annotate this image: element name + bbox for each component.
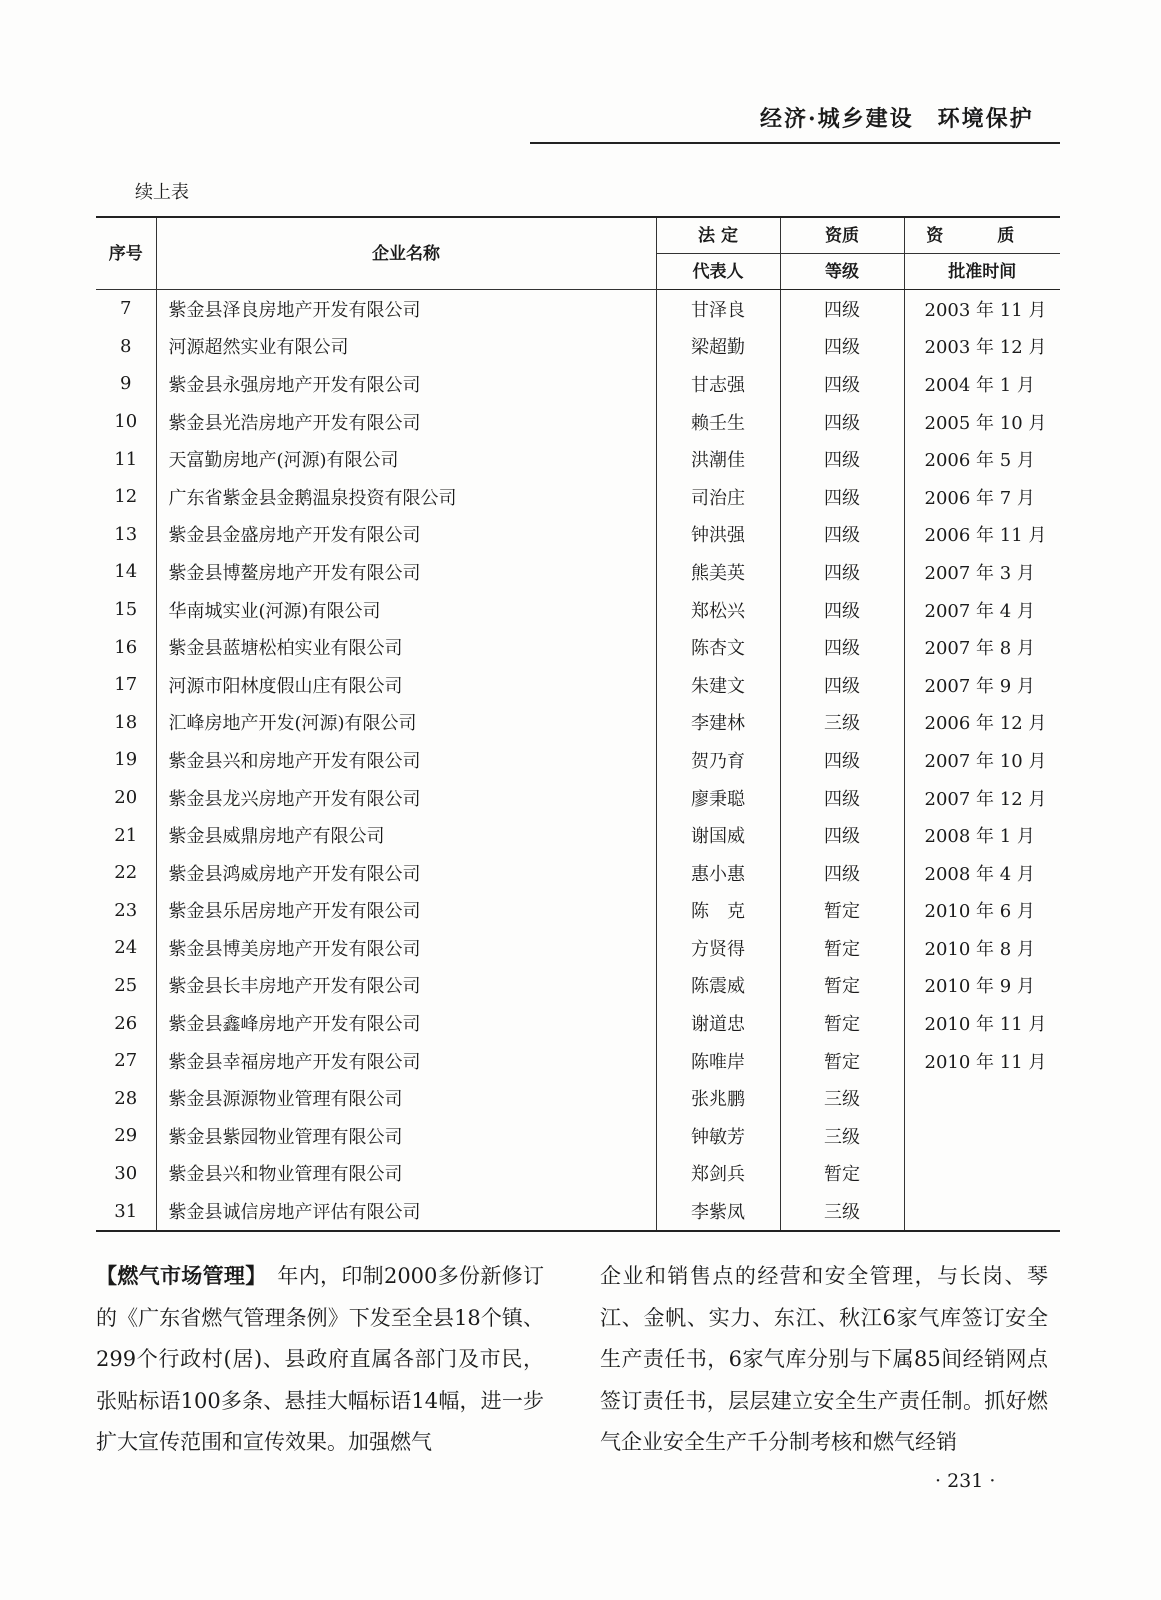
cell-no: 15 bbox=[114, 599, 138, 621]
cell-rep: 郑剑兵 bbox=[656, 1155, 780, 1193]
table-row bbox=[96, 704, 1060, 742]
cell-grade: 四级 bbox=[780, 553, 904, 591]
cell-grade: 四级 bbox=[780, 290, 904, 328]
table-row bbox=[96, 779, 1060, 817]
cell-rep: 陈 克 bbox=[656, 892, 780, 930]
cell-company: 汇峰房地产开发(河源)有限公司 bbox=[156, 704, 656, 742]
cell-no: 31 bbox=[96, 1192, 156, 1231]
cell-date: 2010 年 6 月 bbox=[904, 892, 1060, 930]
cell-rep: 陈震威 bbox=[656, 967, 780, 1005]
cell-no: 9 bbox=[120, 373, 132, 395]
table-row bbox=[96, 1117, 1060, 1155]
cell-rep: 张兆鹏 bbox=[656, 1079, 780, 1117]
cell-date: 2008 年 4 月 bbox=[904, 854, 1060, 892]
table-row bbox=[96, 1155, 1060, 1193]
cell-company: 天富勤房地产(河源)有限公司 bbox=[156, 440, 656, 478]
cell-rep: 陈杏文 bbox=[656, 628, 780, 666]
cell-grade: 四级 bbox=[780, 440, 904, 478]
table-row bbox=[96, 967, 1060, 1005]
cell-rep: 钟洪强 bbox=[656, 516, 780, 554]
cell-grade: 三级 bbox=[780, 1079, 904, 1117]
table-row bbox=[96, 1042, 1060, 1080]
cell-grade: 四级 bbox=[780, 328, 904, 366]
cell-no: 14 bbox=[114, 561, 138, 583]
cell-grade: 四级 bbox=[780, 666, 904, 704]
cell-no: 8 bbox=[120, 335, 132, 357]
cell-company: 紫金县博美房地产开发有限公司 bbox=[156, 929, 656, 967]
cell-date bbox=[904, 1117, 1060, 1155]
cell-rep: 廖秉聪 bbox=[656, 779, 780, 817]
cell-grade: 三级 bbox=[780, 704, 904, 742]
cell-no: 13 bbox=[114, 523, 138, 545]
table-row bbox=[96, 1079, 1060, 1117]
cell-company: 河源市阳林度假山庄有限公司 bbox=[156, 666, 656, 704]
cell-rep: 惠小惠 bbox=[656, 854, 780, 892]
table-row bbox=[96, 403, 1060, 441]
cell-date: 2006 年 5 月 bbox=[904, 440, 1060, 478]
table-row bbox=[96, 741, 1060, 779]
cell-no: 10 bbox=[114, 411, 138, 433]
cell-company: 紫金县鸿威房地产开发有限公司 bbox=[156, 854, 656, 892]
cell-date: 2010 年 11 月 bbox=[904, 1004, 1060, 1042]
cell-company: 紫金县源源物业管理有限公司 bbox=[156, 1079, 656, 1117]
cell-grade: 暂定 bbox=[780, 892, 904, 930]
table-row bbox=[96, 628, 1060, 666]
cell-grade: 暂定 bbox=[780, 1042, 904, 1080]
table-row bbox=[96, 328, 1060, 366]
cell-no: 24 bbox=[114, 937, 138, 959]
cell-rep: 梁超勤 bbox=[656, 328, 780, 366]
cell-company: 紫金县兴和房地产开发有限公司 bbox=[156, 741, 656, 779]
header-no: 序号 bbox=[96, 217, 156, 290]
cell-rep: 甘志强 bbox=[656, 365, 780, 403]
table-row bbox=[96, 290, 1060, 328]
cell-rep: 洪潮佳 bbox=[656, 440, 780, 478]
cell-no: 18 bbox=[114, 711, 138, 733]
cell-date: 2007 年 10 月 bbox=[904, 741, 1060, 779]
cell-date: 2008 年 1 月 bbox=[904, 816, 1060, 854]
cell-company: 河源超然实业有限公司 bbox=[156, 328, 656, 366]
continued-label: 续上表 bbox=[135, 182, 189, 203]
article-title: 【燃气市场管理】 bbox=[96, 1264, 257, 1288]
cell-rep: 朱建文 bbox=[656, 666, 780, 704]
cell-date: 2010 年 8 月 bbox=[904, 929, 1060, 967]
cell-grade: 暂定 bbox=[780, 1155, 904, 1193]
cell-company: 紫金县龙兴房地产开发有限公司 bbox=[156, 779, 656, 817]
cell-company: 紫金县威鼎房地产有限公司 bbox=[156, 816, 656, 854]
cell-no: 29 bbox=[114, 1125, 138, 1147]
cell-grade: 四级 bbox=[780, 516, 904, 554]
table-row bbox=[96, 553, 1060, 591]
cell-company: 华南城实业(河源)有限公司 bbox=[156, 591, 656, 629]
cell-no: 7 bbox=[120, 298, 132, 320]
cell-no: 30 bbox=[114, 1162, 138, 1184]
table-row bbox=[96, 478, 1060, 516]
table-header bbox=[96, 217, 1060, 290]
cell-company: 紫金县鑫峰房地产开发有限公司 bbox=[156, 1004, 656, 1042]
cell-date: 2007 年 3 月 bbox=[904, 553, 1060, 591]
table-row bbox=[96, 440, 1060, 478]
cell-no: 19 bbox=[114, 749, 138, 771]
cell-date: 2006 年 11 月 bbox=[904, 516, 1060, 554]
cell-grade: 暂定 bbox=[780, 929, 904, 967]
cell-company: 紫金县乐居房地产开发有限公司 bbox=[156, 892, 656, 930]
table-row bbox=[96, 591, 1060, 629]
table-row bbox=[96, 1192, 1060, 1231]
header-time-line2: 批准时间 bbox=[904, 254, 1060, 290]
table-row bbox=[96, 1004, 1060, 1042]
cell-date: 2007 年 8 月 bbox=[904, 628, 1060, 666]
cell-date: 2003 年 11 月 bbox=[904, 290, 1060, 328]
cell-company: 紫金县长丰房地产开发有限公司 bbox=[156, 967, 656, 1005]
cell-rep: 李建林 bbox=[656, 704, 780, 742]
cell-date: 2007 年 12 月 bbox=[904, 779, 1060, 817]
header-rep-line2: 代表人 bbox=[656, 254, 780, 290]
cell-no: 22 bbox=[114, 862, 138, 884]
cell-rep: 贺乃育 bbox=[656, 741, 780, 779]
cell-company: 紫金县博鳌房地产开发有限公司 bbox=[156, 553, 656, 591]
cell-rep: 司治庄 bbox=[656, 478, 780, 516]
cell-grade: 四级 bbox=[780, 854, 904, 892]
cell-rep: 陈唯岸 bbox=[656, 1042, 780, 1080]
header-rep-line1: 法 定 bbox=[656, 217, 780, 254]
cell-date: 2004 年 1 月 bbox=[904, 365, 1060, 403]
cell-rep: 郑松兴 bbox=[656, 591, 780, 629]
table-body bbox=[96, 290, 1060, 1231]
cell-date: 2003 年 12 月 bbox=[904, 328, 1060, 366]
table-row bbox=[96, 666, 1060, 704]
cell-grade: 四级 bbox=[780, 478, 904, 516]
cell-grade: 四级 bbox=[780, 816, 904, 854]
cell-rep: 甘泽良 bbox=[656, 290, 780, 328]
header-time-line1: 资 质 bbox=[904, 217, 1060, 254]
cell-company: 紫金县永强房地产开发有限公司 bbox=[156, 365, 656, 403]
cell-company: 紫金县兴和物业管理有限公司 bbox=[156, 1155, 656, 1193]
cell-date bbox=[904, 1079, 1060, 1117]
cell-grade: 三级 bbox=[780, 1192, 904, 1231]
article-left-text: 年内，印制2000多份新修订的《广东省燃气管理条例》下发至全县18个镇、299个行政村(居)、县政府直属各部门及市民，张贴标语100多条、悬挂大幅标语14幅，进一步扩大宣传范围和宣传效果。加强燃气 bbox=[96, 1264, 545, 1454]
table-row bbox=[96, 854, 1060, 892]
header-company: 企业名称 bbox=[156, 217, 656, 290]
cell-grade: 暂定 bbox=[780, 967, 904, 1005]
cell-company: 广东省紫金县金鹅温泉投资有限公司 bbox=[156, 478, 656, 516]
cell-grade: 四级 bbox=[780, 741, 904, 779]
cell-grade: 四级 bbox=[780, 591, 904, 629]
cell-date: 2005 年 10 月 bbox=[904, 403, 1060, 441]
article-right-text: 企业和销售点的经营和安全管理，与长岗、琴江、金帆、实力、东江、秋江6家气库签订安全生产责任书，6家气库分别与下属85间经销网点签订责任书，层层建立安全生产责任制。抓好燃气企业安全生产千分制考核和燃气经销 bbox=[600, 1264, 1048, 1454]
cell-no: 28 bbox=[114, 1087, 138, 1109]
table-row bbox=[96, 816, 1060, 854]
cell-company: 紫金县蓝塘松柏实业有限公司 bbox=[156, 628, 656, 666]
header-rule bbox=[530, 142, 1060, 144]
header-grade-line2: 等级 bbox=[780, 254, 904, 290]
cell-date: 2007 年 9 月 bbox=[904, 666, 1060, 704]
table-row bbox=[96, 892, 1060, 930]
cell-date: 2007 年 4 月 bbox=[904, 591, 1060, 629]
cell-date bbox=[904, 1192, 1060, 1231]
page-number: · 231 · bbox=[935, 1470, 996, 1492]
enterprise-qualification-table bbox=[96, 216, 1060, 1232]
cell-rep: 钟敏芳 bbox=[656, 1117, 780, 1155]
cell-company: 紫金县金盛房地产开发有限公司 bbox=[156, 516, 656, 554]
cell-rep: 赖壬生 bbox=[656, 403, 780, 441]
cell-rep: 方贤得 bbox=[656, 929, 780, 967]
cell-company: 紫金县光浩房地产开发有限公司 bbox=[156, 403, 656, 441]
cell-no: 25 bbox=[114, 974, 138, 996]
section-header: 经济·城乡建设 环境保护 bbox=[760, 106, 1034, 132]
cell-date bbox=[904, 1155, 1060, 1193]
cell-company: 紫金县紫园物业管理有限公司 bbox=[156, 1117, 656, 1155]
cell-company: 紫金县泽良房地产开发有限公司 bbox=[156, 290, 656, 328]
cell-date: 2010 年 11 月 bbox=[904, 1042, 1060, 1080]
cell-rep: 谢道忠 bbox=[656, 1004, 780, 1042]
cell-no: 16 bbox=[114, 636, 138, 658]
table-row bbox=[96, 929, 1060, 967]
cell-no: 20 bbox=[114, 787, 138, 809]
cell-no: 23 bbox=[114, 899, 138, 921]
cell-grade: 四级 bbox=[780, 628, 904, 666]
cell-rep: 谢国威 bbox=[656, 816, 780, 854]
table-row bbox=[96, 365, 1060, 403]
article-left-column bbox=[96, 1256, 544, 1464]
cell-date: 2010 年 9 月 bbox=[904, 967, 1060, 1005]
cell-grade: 四级 bbox=[780, 403, 904, 441]
cell-no: 21 bbox=[114, 824, 138, 846]
cell-company: 紫金县诚信房地产评估有限公司 bbox=[156, 1192, 656, 1231]
cell-no: 11 bbox=[114, 448, 138, 470]
cell-date: 2006 年 7 月 bbox=[904, 478, 1060, 516]
cell-no: 27 bbox=[114, 1050, 138, 1072]
cell-rep: 熊美英 bbox=[656, 553, 780, 591]
cell-no: 12 bbox=[114, 486, 138, 508]
cell-rep: 李紫凤 bbox=[656, 1192, 780, 1231]
article-right-column bbox=[600, 1256, 1048, 1464]
cell-date: 2006 年 12 月 bbox=[904, 704, 1060, 742]
table-row bbox=[96, 516, 1060, 554]
cell-company: 紫金县幸福房地产开发有限公司 bbox=[156, 1042, 656, 1080]
header-grade-line1: 资质 bbox=[780, 217, 904, 254]
cell-grade: 三级 bbox=[780, 1117, 904, 1155]
cell-grade: 暂定 bbox=[780, 1004, 904, 1042]
cell-no: 17 bbox=[114, 674, 138, 696]
cell-grade: 四级 bbox=[780, 779, 904, 817]
cell-grade: 四级 bbox=[780, 365, 904, 403]
cell-no: 26 bbox=[114, 1012, 138, 1034]
